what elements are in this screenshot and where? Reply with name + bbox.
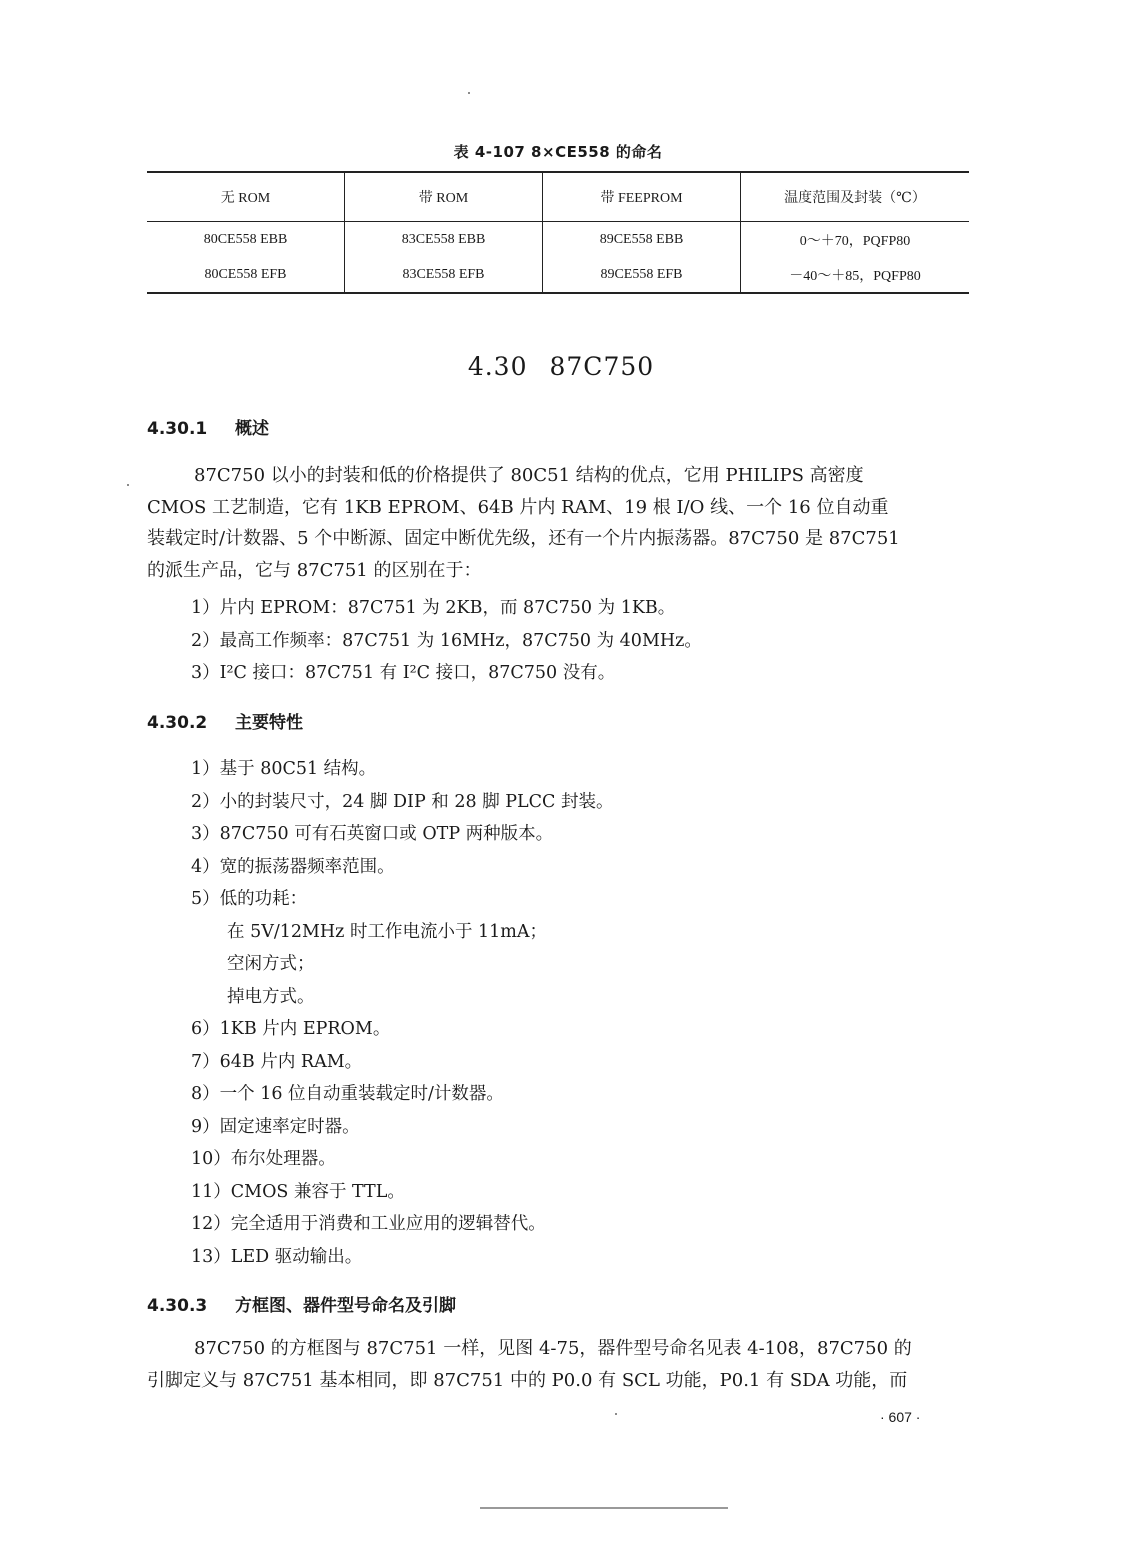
list-item: 2）最高工作频率：87C751 为 16MHz，87C750 为 40MHz。 xyxy=(191,630,702,651)
subsection-number: 4.30.2 xyxy=(147,713,208,733)
list-item: 1）基于 80C51 结构。 xyxy=(191,759,377,779)
scan-speck xyxy=(127,484,129,486)
subsection-title: 方框图、器件型号命名及引脚 xyxy=(235,1296,456,1316)
list-item: 8）一个 16 位自动重装载定时/计数器。 xyxy=(191,1084,504,1104)
table-cell: 80CE558 EBB xyxy=(203,231,288,247)
table-row xyxy=(147,257,969,293)
list-subitem: 在 5V/12MHz 时工作电流小于 11mA； xyxy=(227,921,548,942)
table-caption: 表 4-107 8×CE558 的命名 xyxy=(453,143,663,161)
list-item: 9）固定速率定时器。 xyxy=(191,1116,360,1137)
subsection-title: 概述 xyxy=(235,419,269,439)
paragraph-line: 87C750 的方框图与 87C751 一样，见图 4-75，器件型号命名见表 4-108，87C750 的 xyxy=(194,1338,912,1359)
paragraph-line: CMOS 工艺制造，它有 1KB EPROM、64B 片内 RAM、19 根 I/O 线、一个 16 位自动重 xyxy=(147,496,889,518)
list-item: 10）布尔处理器。 xyxy=(191,1149,336,1169)
table-cell: 89CE558 EFB xyxy=(543,257,741,293)
table-cell: 0～＋70，PQFP80 xyxy=(741,222,970,258)
subsection-number: 4.30.3 xyxy=(147,1296,208,1316)
block-diagram-paragraph xyxy=(147,1333,969,1396)
scan-artifact-line xyxy=(480,1507,728,1509)
list-item: 11）CMOS 兼容于 TTL。 xyxy=(191,1181,405,1202)
subsection-heading-overview xyxy=(147,414,269,439)
table-row xyxy=(147,222,969,258)
table-header-cell: 带 ROM xyxy=(345,172,543,222)
scan-speck xyxy=(615,1413,617,1415)
subsection-heading-block-diagram xyxy=(147,1291,456,1316)
paragraph-line: 装载定时/计数器、5 个中断源、固定中断优先级，还有一个片内振荡器。87C750 是 87C751 xyxy=(147,528,900,549)
list-item: 1）片内 EPROM：87C751 为 2KB，而 87C750 为 1KB。 xyxy=(191,598,676,618)
table-cell: 89CE558 EBB xyxy=(543,222,741,258)
list-item: 12）完全适用于消费和工业应用的逻辑替代。 xyxy=(191,1214,546,1234)
paragraph-line: 引脚定义与 87C751 基本相同，即 87C751 中的 P0.0 有 SCL 功能，P0.1 有 SDA 功能，而 xyxy=(147,1369,908,1391)
list-item: 2）小的封装尺寸，24 脚 DIP 和 28 脚 PLCC 封装。 xyxy=(191,791,614,812)
differences-list xyxy=(191,592,702,690)
section-name: 87C750 xyxy=(549,352,655,381)
paragraph-line: 的派生产品，它与 87C751 的区别在于： xyxy=(147,559,482,581)
section-number: 4.30 xyxy=(467,352,528,381)
table-cell: 80CE558 EFB xyxy=(147,257,345,293)
page-number: · 607 · xyxy=(880,1409,921,1425)
table-cell: －40～＋85，PQFP80 xyxy=(741,257,970,293)
paragraph-line: 87C750 以小的封装和低的价格提供了 80C51 结构的优点，它用 PHILIPS 高密度 xyxy=(194,465,864,486)
section-title xyxy=(0,352,1122,381)
subsection-heading-features xyxy=(147,708,303,733)
features-list xyxy=(191,753,614,1273)
list-item: 4）宽的振荡器频率范围。 xyxy=(191,856,395,877)
list-item: 6）1KB 片内 EPROM。 xyxy=(191,1019,391,1039)
list-item: 5）低的功耗： xyxy=(191,889,308,909)
list-item: 3）I²C 接口：87C751 有 I²C 接口，87C750 没有。 xyxy=(191,663,616,683)
naming-table xyxy=(147,171,969,294)
list-item: 7）64B 片内 RAM。 xyxy=(191,1051,363,1072)
scan-speck xyxy=(468,92,470,94)
subsection-title: 主要特性 xyxy=(235,713,303,733)
list-item: 3）87C750 可有石英窗口或 OTP 两种版本。 xyxy=(191,824,554,844)
list-subitem: 掉电方式。 xyxy=(227,986,315,1007)
table-cell: 83CE558 EFB xyxy=(345,257,543,293)
table-header-row xyxy=(147,172,969,222)
list-item: 13）LED 驱动输出。 xyxy=(191,1246,363,1267)
table-header-cell: 无 ROM xyxy=(147,172,345,222)
table-cell: 83CE558 EBB xyxy=(345,222,543,258)
subsection-number: 4.30.1 xyxy=(147,419,208,439)
overview-paragraph xyxy=(147,460,969,586)
table-header-cell: 带 FEEPROM xyxy=(543,172,741,222)
list-subitem: 空闲方式； xyxy=(227,954,315,974)
table-header-cell: 温度范围及封装（℃） xyxy=(741,172,970,222)
